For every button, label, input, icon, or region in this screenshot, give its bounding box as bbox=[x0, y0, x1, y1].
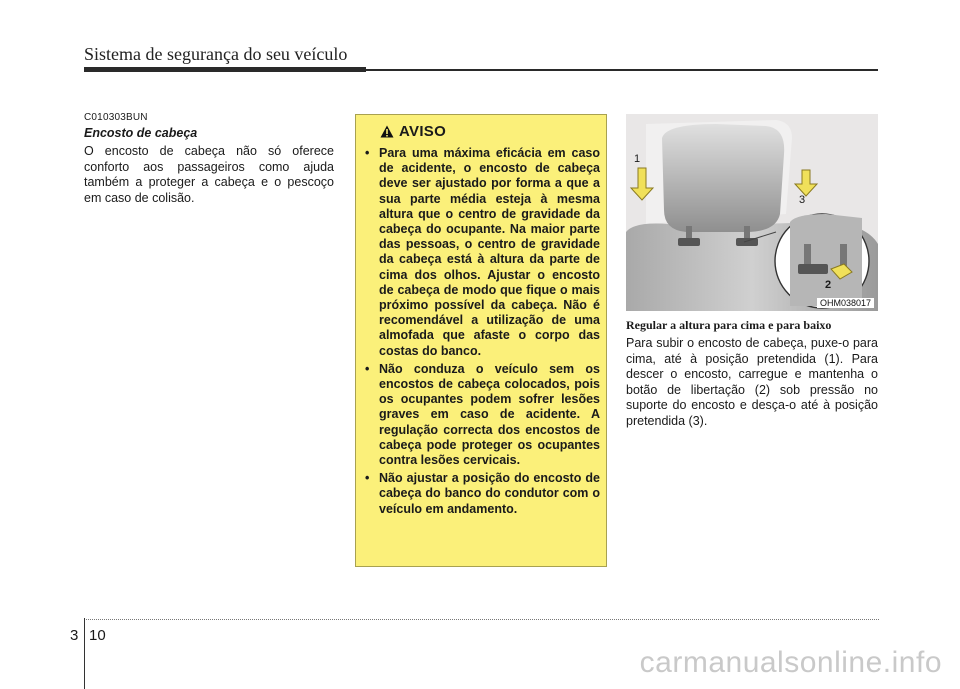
footer-page-number: 10 bbox=[89, 627, 106, 644]
headrest-figure bbox=[626, 114, 878, 311]
warning-item: • Não ajustar a posição do encosto de cabeça do banco do condutor com o veículo em andamento. bbox=[364, 471, 600, 517]
header-rule-thick bbox=[84, 67, 366, 72]
figure-caption: Regular a altura para cima e para baixo bbox=[626, 318, 832, 332]
footer-divider bbox=[84, 618, 85, 689]
adjustment-instructions: Para subir o encosto de cabeça, puxe-o para cima, até à posição pretendida (1). Para descer o encosto, carregue e mantenha o botão de libertação (2) sob pressão no suporte do encosto e desça-o até à posição pretendida (3). bbox=[626, 336, 878, 428]
warning-box bbox=[355, 114, 607, 567]
footer-rule bbox=[84, 619, 879, 620]
footer-chapter-number: 3 bbox=[70, 627, 79, 644]
section-heading: Encosto de cabeça bbox=[84, 126, 198, 140]
warning-list bbox=[364, 146, 600, 520]
warning-header bbox=[380, 123, 446, 140]
warning-item: • Para uma máxima eficácia em caso de acidente, o encosto de cabeça deve ser ajustado por forma a que a sua parte média esteja à mesma altura que o centro de gravidade da cabeça do ocupante. Na maior parte das pessoas, o centro de gravidade da cabeça está à altura da parte de cima dos olhos. Ajustar o encosto de cabeça de modo que fique o mais próximo possível da cabeça. Não é recomendável a utilização de uma almofada que afaste o corpo das costas do banco. bbox=[364, 146, 600, 359]
headrest-illustration bbox=[626, 114, 878, 311]
header-rule-thin bbox=[366, 69, 878, 71]
figure-label-1: 1 bbox=[634, 153, 641, 165]
page-header-title: Sistema de segurança do seu veículo bbox=[84, 44, 348, 64]
figure-code: OHM038017 bbox=[817, 298, 874, 308]
figure-label-3: 3 bbox=[799, 194, 806, 206]
warning-triangle-icon bbox=[380, 125, 394, 138]
watermark: carmanualsonline.info bbox=[639, 646, 942, 679]
section-body-text: O encosto de cabeça não só oferece conforto aos passageiros como ajuda também a proteger a cabeça e o pescoço em caso de colisão. bbox=[84, 144, 334, 205]
warning-title: AVISO bbox=[399, 123, 447, 140]
figure-label-2: 2 bbox=[825, 279, 832, 291]
section-code: C010303BUN bbox=[84, 112, 148, 123]
warning-item: • Não conduza o veículo sem os encostos de cabeça colocados, pois os ocupantes podem sofrer lesões graves em caso de acidente. A regulação correcta dos encostos de cabeça pode proteger os ocupantes contra lesões cervicais. bbox=[364, 362, 600, 468]
